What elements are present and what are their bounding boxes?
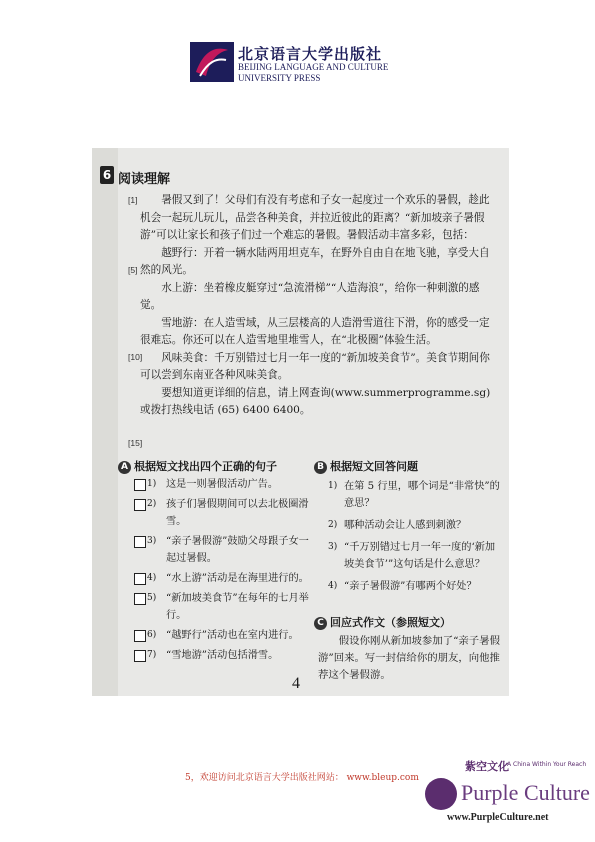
part-b-title: 根据短文回答问题 [330, 460, 418, 473]
answer-checkbox[interactable] [134, 573, 146, 585]
brand-url[interactable]: www.PurpleCulture.net [447, 812, 549, 823]
item-number: 3) [147, 536, 157, 546]
part-c-header [314, 614, 451, 630]
passage-paragraph: 要想知道更详细的信息，请上网查询(www.summerprogramme.sg)或拨打热线电话 (65) 6400 6400。 [140, 386, 491, 416]
line-mark: [10] [128, 352, 143, 362]
answer-checkbox[interactable] [134, 593, 146, 605]
part-c-title: 回应式作文（参照短文） [330, 616, 451, 629]
section-number: 6 [100, 166, 114, 184]
purple-culture-emblem-icon [425, 778, 457, 810]
list-item [328, 578, 502, 595]
brand-tagline: A China Within Your Reach [507, 761, 587, 768]
part-b-header [314, 458, 418, 474]
item-text: “亲子暑假游”鼓励父母跟子女一起过暑假。 [166, 536, 309, 564]
passage-paragraph: 暑假又到了！父母们有没有考虑和子女一起度过一个欢乐的暑假，趁此机会一起玩儿玩儿，品尝各种美食，并拉近彼此的距离？“新加坡亲子暑假游”可以让家长和孩子们过一个难忘的暑假。暑假活动丰富多彩，包括： [140, 194, 490, 241]
item-text: “千万别错过七月一年一度的‘新加坡美食节’”这句话是什么意思？ [344, 542, 496, 570]
list-item [132, 590, 310, 624]
item-number: 4) [147, 573, 157, 583]
reading-passage [140, 192, 500, 420]
list-item [132, 496, 310, 530]
answer-checkbox[interactable] [134, 650, 146, 662]
composition-prompt: 假设你刚从新加坡参加了“亲子暑假游”回来。写一封信给你的朋友，向他推荐这个暑假游。 [318, 635, 500, 681]
publisher-name-cn: 北京语言大学出版社 [238, 45, 383, 63]
answer-checkbox[interactable] [134, 630, 146, 642]
passage-paragraph: 风味美食：千万别错过七月一年一度的“新加坡美食节”。美食节期间你可以尝到东南亚各种风味美食。 [140, 351, 490, 381]
answer-checkbox[interactable] [134, 479, 146, 491]
part-c-badge: C [314, 617, 327, 630]
part-a-title: 根据短文找出四个正确的句子 [134, 460, 277, 473]
list-item [328, 517, 502, 534]
part-b-list [328, 478, 502, 600]
item-text: “雪地游”活动包括滑雪。 [166, 650, 279, 661]
list-item [132, 476, 310, 493]
item-number: 6) [147, 630, 157, 640]
item-number: 1) [328, 481, 338, 491]
list-item [132, 647, 310, 664]
answer-checkbox[interactable] [134, 499, 146, 511]
part-a-header [118, 458, 277, 474]
part-a-badge: A [118, 461, 131, 474]
item-text: 这是一则暑假活动广告。 [166, 479, 279, 490]
line-mark: [15] [128, 438, 143, 448]
item-text: “越野行”活动也在室内进行。 [166, 630, 299, 641]
publisher-name-en-line1: BEIJING LANGUAGE AND CULTURE [238, 62, 389, 72]
publisher-logo [190, 42, 430, 86]
passage-paragraph: 越野行：开着一辆水陆两用坦克车，在野外自由自在地飞驰，享受大自然的风光。 [140, 246, 490, 276]
publisher-emblem-icon [190, 42, 234, 82]
brand-name-cn: 紫空文化 [465, 760, 509, 773]
passage-paragraph: 水上游：坐着橡皮艇穿过“急流滑梯”“人造海浪”，给你一种刺激的感觉。 [140, 281, 480, 311]
purple-culture-logo [425, 752, 595, 832]
item-number: 3) [328, 542, 338, 552]
footer-website-note: 5，欢迎访问北京语言大学出版社网站： www.bleup.com [185, 773, 419, 783]
part-b-badge: B [314, 461, 327, 474]
item-text: “亲子暑假游”有哪两个好处？ [344, 581, 477, 592]
publisher-name-en-line2: UNIVERSITY PRESS [238, 73, 321, 83]
list-item [328, 478, 502, 512]
item-number: 2) [147, 499, 157, 509]
item-number: 2) [328, 520, 338, 530]
list-item [132, 627, 310, 644]
answer-checkbox[interactable] [134, 536, 146, 548]
list-item [328, 539, 502, 573]
passage-paragraph: 雪地游：在人造雪域，从三层楼高的人造滑雪道往下滑，你的感受一定很难忘。你还可以在人造雪地里堆雪人，在“北极圈”体验生活。 [140, 316, 490, 346]
page-number: 4 [292, 675, 300, 692]
line-mark: [5] [128, 265, 138, 275]
section-title: 阅读理解 [118, 172, 171, 187]
item-number: 7) [147, 650, 157, 660]
item-number: 1) [147, 479, 157, 489]
item-text: 哪种活动会让人感到刺激？ [344, 520, 467, 531]
brand-name: Purple Culture [461, 780, 590, 805]
item-number: 4) [328, 581, 338, 591]
part-a-list [132, 476, 310, 667]
line-mark: [1] [128, 195, 138, 205]
item-text: “水上游”活动是在海里进行的。 [166, 573, 309, 584]
list-item [132, 570, 310, 587]
item-text: “新加坡美食节”在每年的七月举行。 [166, 593, 309, 621]
list-item [132, 533, 310, 567]
scan-binding-shadow [92, 148, 118, 696]
item-text: 孩子们暑假期间可以去北极圈滑雪。 [166, 499, 309, 527]
item-number: 5) [147, 593, 157, 603]
item-text: 在第 5 行里，哪个词是“非常快”的意思？ [344, 481, 500, 509]
